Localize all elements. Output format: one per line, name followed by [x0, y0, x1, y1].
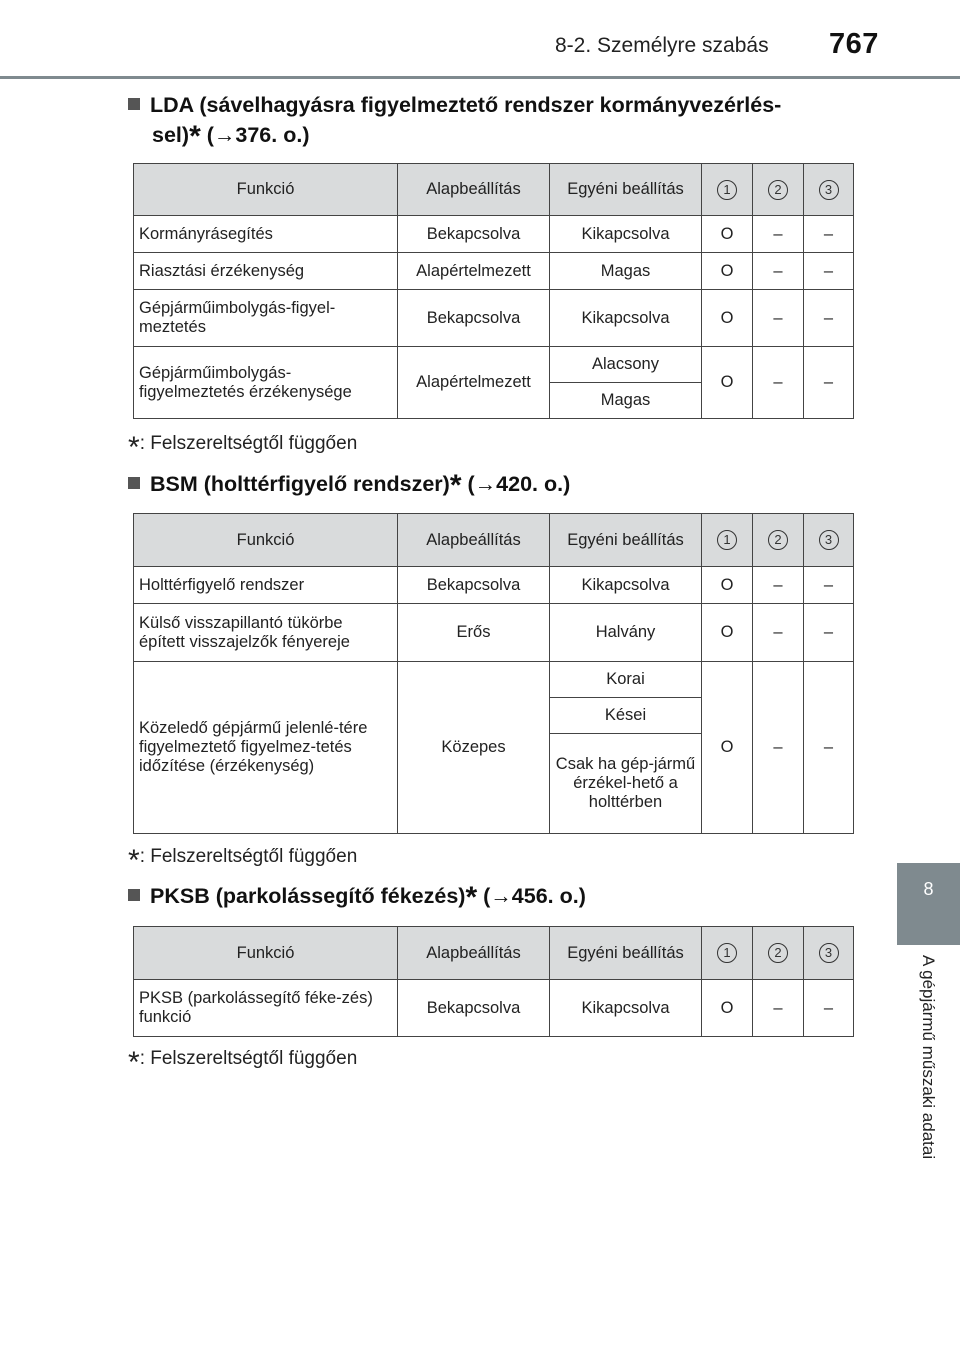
circled-2-icon: 2	[768, 530, 788, 550]
chapter-number: 8	[923, 879, 934, 899]
table-row: Gépjárműimbolygás-figyel-meztetés Bekapcsolva Kikapcsolva O – –	[134, 290, 854, 347]
table-row: Kormányrásegítés Bekapcsolva Kikapcsolva O – –	[134, 216, 854, 253]
circled-2-icon: 2	[768, 180, 788, 200]
table-row: PKSB (parkolássegítő féke-zés) funkció Bekapcsolva Kikapcsolva O – –	[134, 980, 854, 1037]
col-egyeni-beallitas: Egyéni beállítás	[550, 514, 702, 567]
table-header-row	[134, 164, 854, 216]
bullet-square-icon	[128, 477, 140, 489]
bullet-square-icon	[128, 98, 140, 110]
col-funkcio: Funkció	[134, 927, 398, 980]
page-number: 767	[829, 28, 879, 60]
table-row: Közeledő gépjármű jelenlé-tére figyelmeztető figyelmez-tetés időzítése (érzékenység) Közepes Korai O – –	[134, 662, 854, 698]
lda-table	[133, 163, 854, 419]
pksb-heading: PKSB (parkolássegítő fékezés)* (→456. o.)	[128, 881, 586, 911]
header-divider	[0, 76, 960, 79]
lda-title-line1: LDA (sávelhagyásra figyelmeztető rendszer kormányvezérlés-	[150, 93, 782, 117]
table-row: Holttérfigyelő rendszer Bekapcsolva Kikapcsolva O – –	[134, 567, 854, 604]
bsm-title: BSM (holttérfigyelő rendszer)	[150, 472, 450, 496]
circled-2-icon: 2	[768, 943, 788, 963]
lda-ref: (→376. o.)	[206, 123, 310, 147]
bsm-table	[133, 513, 854, 834]
pksb-title: PKSB (parkolássegítő fékezés)	[150, 884, 466, 908]
table-row: Csak ha gép-jármű érzékel-hető a holttérben	[134, 734, 854, 834]
lda-star: *	[189, 120, 201, 153]
col-funkcio: Funkció	[134, 514, 398, 567]
table-row: Kései	[134, 698, 854, 734]
col-egyeni-beallitas: Egyéni beállítás	[550, 927, 702, 980]
lda-footnote: *: Felszereltségtől függően	[128, 431, 358, 464]
col-egyeni-beallitas: Egyéni beállítás	[550, 164, 702, 216]
circled-1-icon: 1	[717, 943, 737, 963]
bsm-footnote: *: Felszereltségtől függően	[128, 844, 358, 877]
col-alapbeallitas: Alapbeállítás	[398, 514, 550, 567]
lda-heading	[128, 90, 858, 153]
chapter-tab	[897, 863, 960, 945]
pksb-footnote: *: Felszereltségtől függően	[128, 1046, 358, 1079]
table-row: Gépjárműimbolygás-figyelmeztetés érzékenysége Alapértelmezett Alacsony O – –	[134, 347, 854, 383]
table-row: Külső visszapillantó tükörbe épített visszajelzők fényereje Erős Halvány O – –	[134, 604, 854, 662]
bsm-heading: BSM (holttérfigyelő rendszer)* (→420. o.)	[128, 469, 570, 499]
chapter-label: A gépjármű műszaki adatai	[919, 955, 938, 1160]
pksb-ref: (→456. o.)	[483, 884, 586, 908]
pksb-table	[133, 926, 854, 1037]
bullet-square-icon	[128, 889, 140, 901]
bsm-ref: (→420. o.)	[467, 472, 571, 496]
circled-3-icon: 3	[819, 180, 839, 200]
col-alapbeallitas: Alapbeállítás	[398, 927, 550, 980]
table-header-row	[134, 514, 854, 567]
table-header-row	[134, 927, 854, 980]
circled-3-icon: 3	[819, 530, 839, 550]
section-title: 8-2. Személyre szabás	[555, 34, 769, 57]
table-row: Magas	[134, 383, 854, 419]
circled-1-icon: 1	[717, 530, 737, 550]
col-funkcio: Funkció	[134, 164, 398, 216]
circled-3-icon: 3	[819, 943, 839, 963]
circled-1-icon: 1	[717, 180, 737, 200]
lda-title-line2: sel)	[152, 123, 190, 147]
col-alapbeallitas: Alapbeállítás	[398, 164, 550, 216]
table-row: Riasztási érzékenység Alapértelmezett Magas O – –	[134, 253, 854, 290]
